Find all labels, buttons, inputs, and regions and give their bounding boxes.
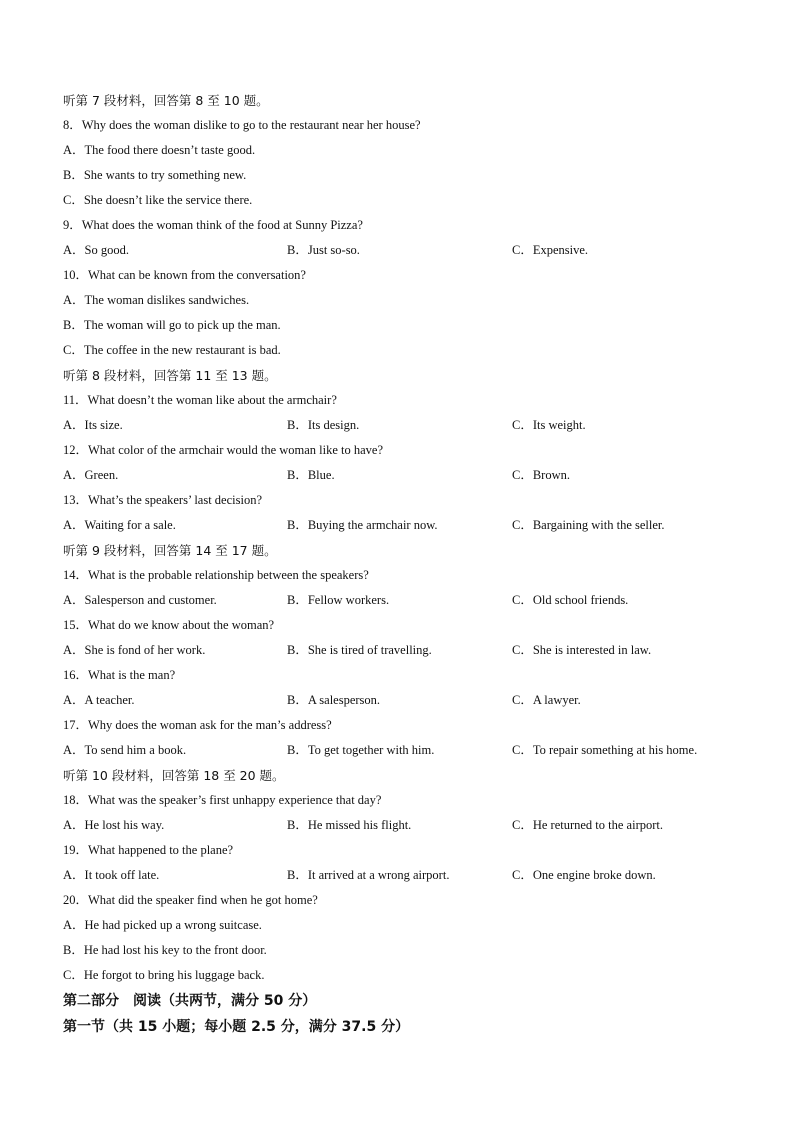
option-c: C．To repair something at his home.	[512, 743, 698, 757]
option-c: C．One engine broke down.	[512, 868, 656, 882]
question-stem: 12．What color of the armchair would the woman like to have?	[63, 443, 384, 457]
option-b: B．To get together with him.	[287, 743, 435, 757]
section-header: 听第 9 段材料，回答第 14 至 17 题。	[63, 543, 277, 558]
option-a: A．It took off late.	[63, 868, 160, 882]
options-row	[63, 688, 743, 713]
option-b: B．The woman will go to pick up the man.	[63, 318, 281, 332]
option-c: C．Old school friends.	[512, 593, 629, 607]
option-c: C．Brown.	[512, 468, 570, 482]
option-c: C．He returned to the airport.	[512, 818, 663, 832]
option-b: B．Buying the armchair now.	[287, 518, 438, 532]
options-row	[63, 638, 743, 663]
section-header: 听第 10 段材料，回答第 18 至 20 题。	[63, 768, 285, 783]
option-a: A．To send him a book.	[63, 743, 187, 757]
section-header: 听第 7 段材料，回答第 8 至 10 题。	[63, 93, 269, 108]
options-row	[63, 588, 743, 613]
options-row	[63, 513, 743, 538]
options-row	[63, 863, 743, 888]
option-a: A．Salesperson and customer.	[63, 593, 217, 607]
section-header: 听第 8 段材料，回答第 11 至 13 题。	[63, 368, 277, 383]
question-stem: 20．What did the speaker find when he got home?	[63, 893, 318, 907]
option-b: B．A salesperson.	[287, 693, 381, 707]
options-row	[63, 463, 743, 488]
option-c: C．She is interested in law.	[512, 643, 652, 657]
section-one-title: 第一节（共 15 小题；每小题 2.5 分，满分 37.5 分）	[63, 1019, 410, 1035]
option-b: B．She is tired of travelling.	[287, 643, 432, 657]
question-stem: 13．What’s the speakers’ last decision?	[63, 493, 263, 507]
option-a: A．A teacher.	[63, 693, 135, 707]
option-b: B．She wants to try something new.	[63, 168, 247, 182]
exam-page	[63, 88, 743, 1040]
question-stem: 19．What happened to the plane?	[63, 843, 234, 857]
option-b: B．Just so-so.	[287, 243, 360, 257]
option-b: B．Its design.	[287, 418, 360, 432]
question-stem: 15．What do we know about the woman?	[63, 618, 275, 632]
option-a: A．Waiting for a sale.	[63, 518, 176, 532]
option-a: A．The woman dislikes sandwiches.	[63, 293, 250, 307]
options-row	[63, 238, 743, 263]
option-b: B．Fellow workers.	[287, 593, 390, 607]
option-c: C．Expensive.	[512, 243, 589, 257]
question-stem: 18．What was the speaker’s first unhappy experience that day?	[63, 793, 382, 807]
option-b: B．He missed his flight.	[287, 818, 412, 832]
question-stem: 11．What doesn’t the woman like about the armchair?	[63, 393, 337, 407]
options-row	[63, 413, 743, 438]
option-b: B．It arrived at a wrong airport.	[287, 868, 450, 882]
question-stem: 16．What is the man?	[63, 668, 176, 682]
option-a: A．So good.	[63, 243, 129, 257]
option-a: A．He had picked up a wrong suitcase.	[63, 918, 262, 932]
option-b: B．He had lost his key to the front door.	[63, 943, 267, 957]
part-two-title: 第二部分 阅读（共两节，满分 50 分）	[63, 993, 317, 1009]
option-c: C．He forgot to bring his luggage back.	[63, 968, 265, 982]
question-stem: 10．What can be known from the conversation?	[63, 268, 306, 282]
option-a: A．Green.	[63, 468, 119, 482]
option-c: C．A lawyer.	[512, 693, 581, 707]
question-stem: 9．What does the woman think of the food at Sunny Pizza?	[63, 218, 363, 232]
listening-sections	[63, 88, 743, 988]
option-b: B．Blue.	[287, 468, 335, 482]
option-a: A．He lost his way.	[63, 818, 165, 832]
options-row	[63, 813, 743, 838]
option-c: C．She doesn’t like the service there.	[63, 193, 253, 207]
option-c: C．Its weight.	[512, 418, 586, 432]
option-a: A．She is fond of her work.	[63, 643, 206, 657]
option-a: A．Its size.	[63, 418, 123, 432]
question-stem: 17．Why does the woman ask for the man’s address?	[63, 718, 332, 732]
options-row	[63, 738, 743, 763]
option-a: A．The food there doesn’t taste good.	[63, 143, 256, 157]
question-stem: 8．Why does the woman dislike to go to the restaurant near her house?	[63, 118, 421, 132]
question-stem: 14．What is the probable relationship between the speakers?	[63, 568, 369, 582]
option-c: C．The coffee in the new restaurant is bad.	[63, 343, 281, 357]
option-c: C．Bargaining with the seller.	[512, 518, 665, 532]
